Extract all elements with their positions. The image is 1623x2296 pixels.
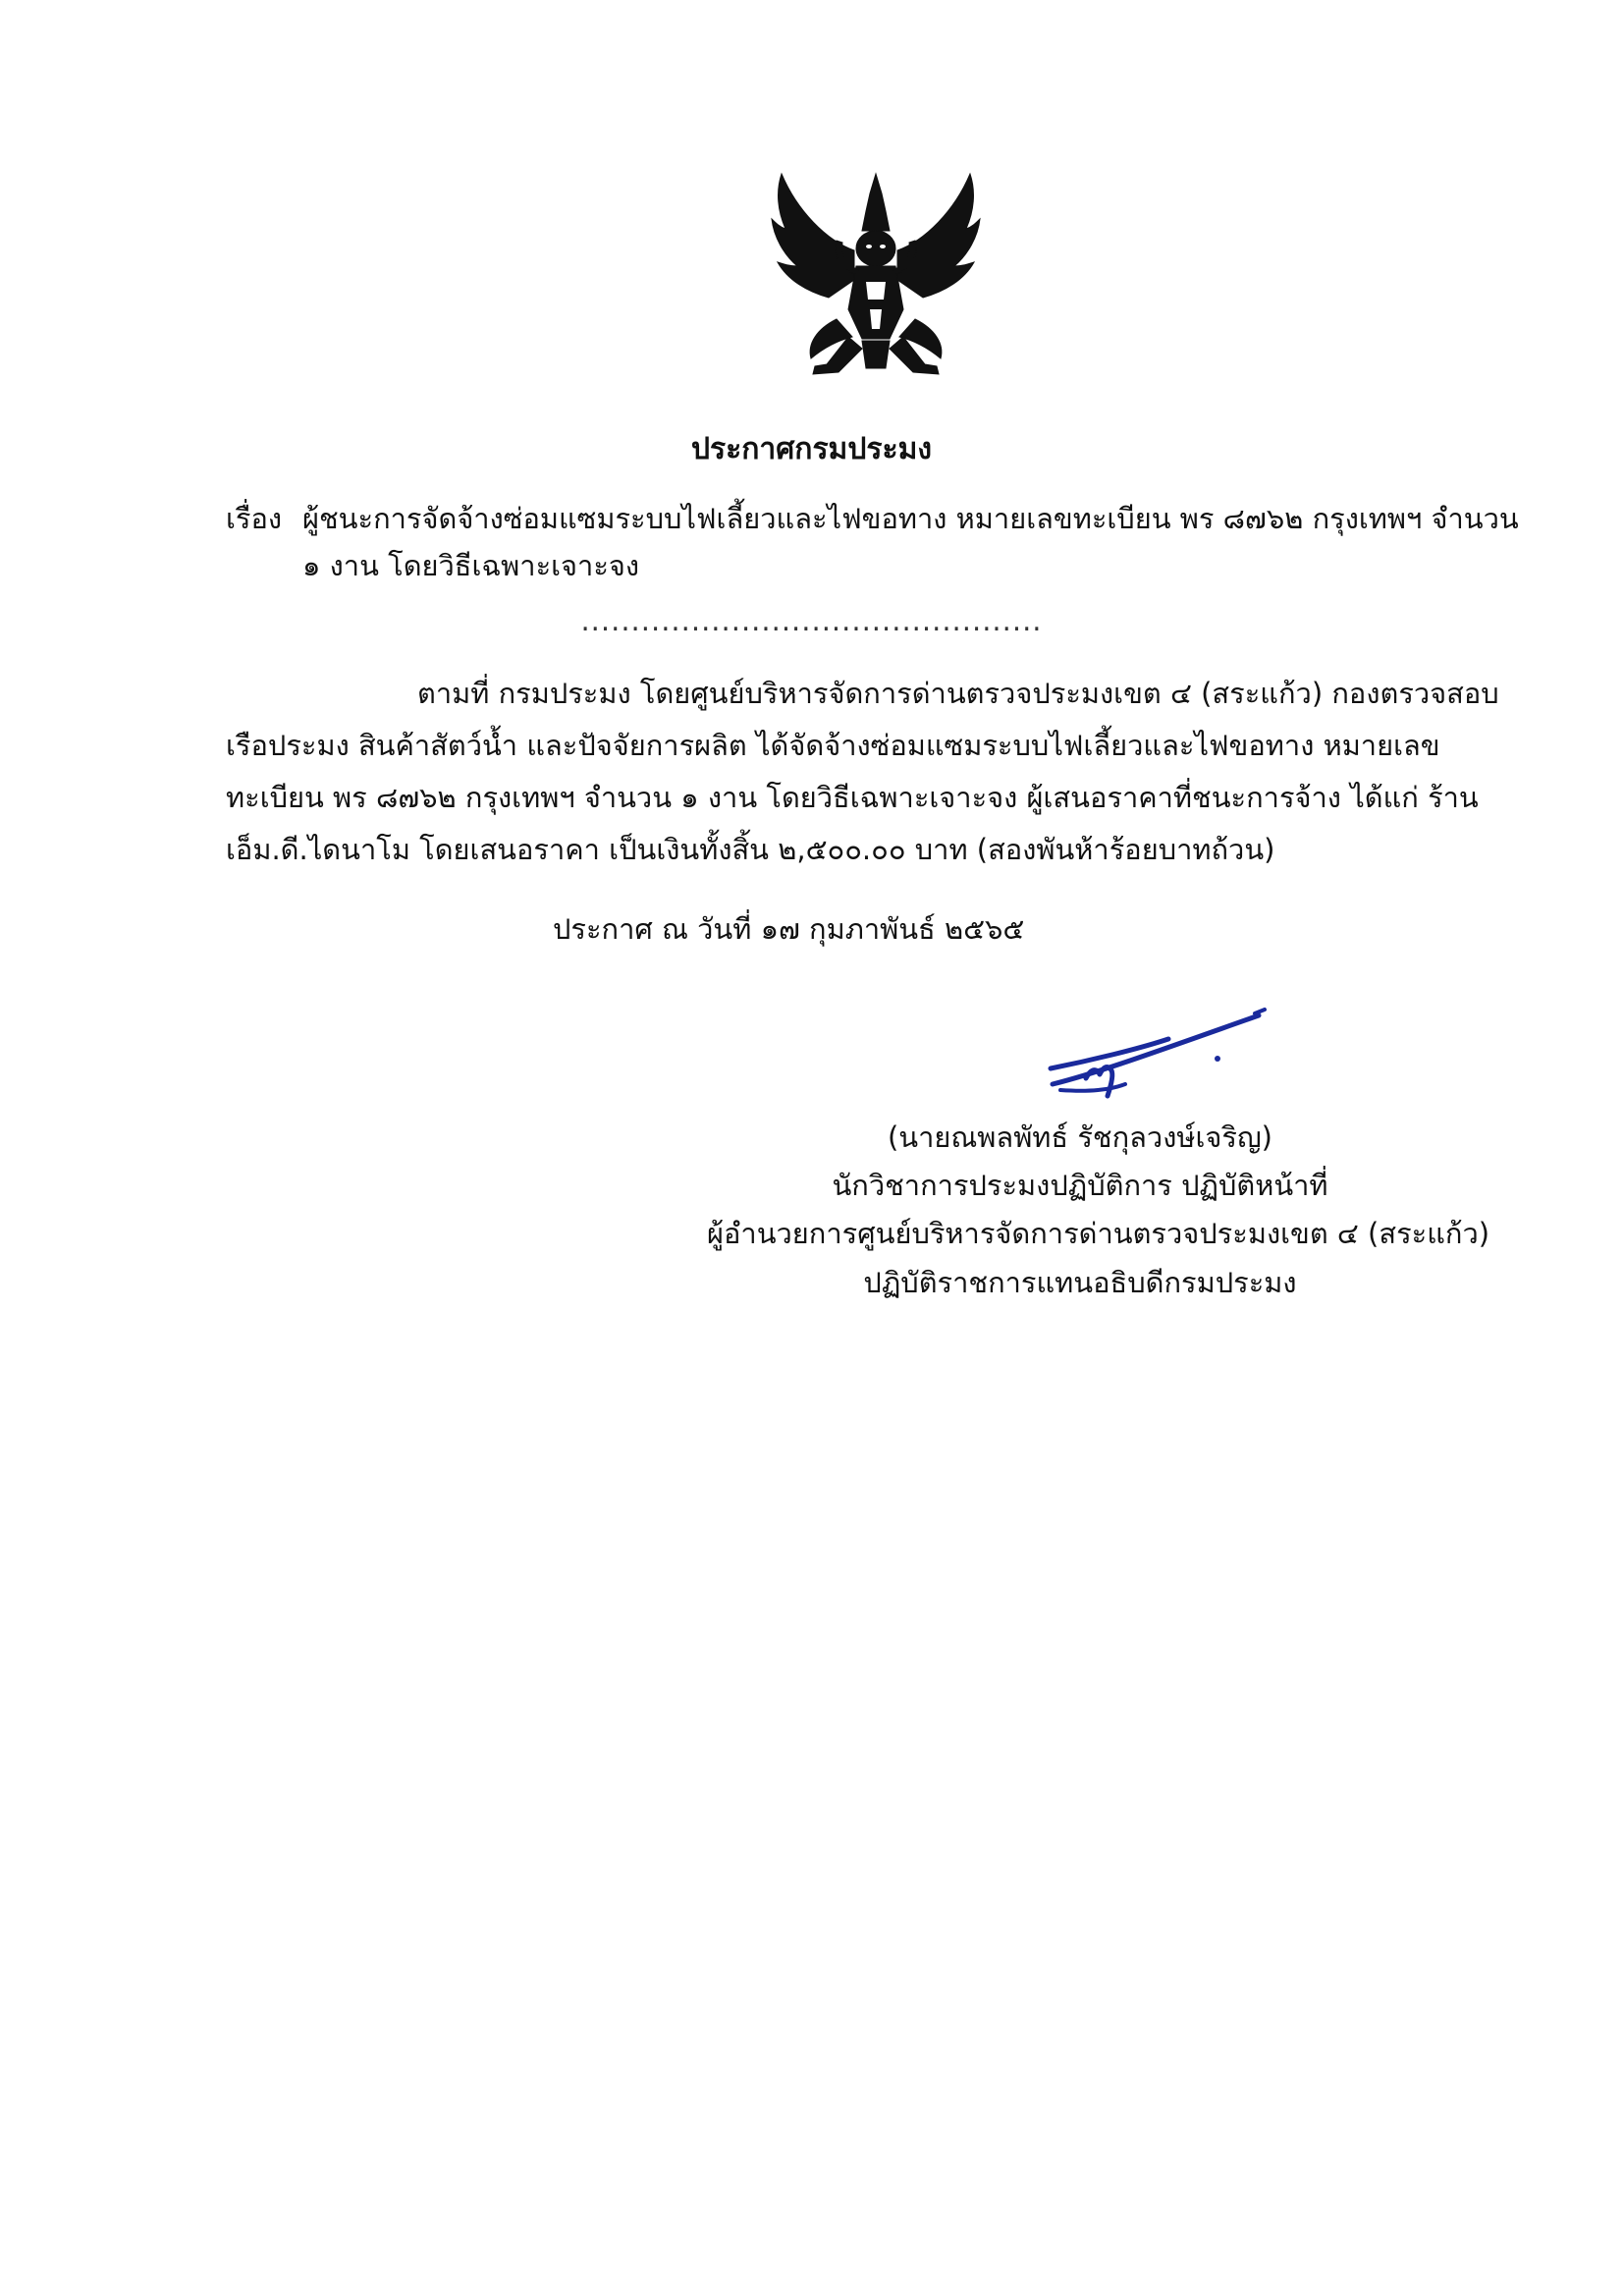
signature-icon [1031,1002,1267,1120]
body-line-4: เอ็ม.ดี.ไดนาโม โดยเสนอราคา เป็นเงินทั้งสิ้น ๒,๕๐๐.๐๐ บาท (สองพันห้าร้อยบาทถ้วน) [226,833,1275,866]
signatory-on-behalf: ปฏิบัติราชการแทนอธิบดีกรมประมง [863,1266,1297,1299]
subject-label: เรื่อง [226,502,283,535]
announcement-date: ประกาศ ณ วันที่ ๑๗ กุมภาพันธ์ ๒๕๖๕ [553,912,1025,946]
signatory-position: นักวิชาการประมงปฏิบัติการ ปฏิบัติหน้าที่ [832,1169,1328,1202]
body-line-2: เรือประมง สินค้าสัตว์น้ำ และปัจจัยการผลิต ได้จัดจ้างซ่อมแซมระบบไฟเลี้ยวและไฟขอทาง หมายเลข [226,729,1440,762]
signatory-name: (นายณพลพัทธ์ รัชกุลวงษ์เจริญ) [887,1121,1272,1154]
announcement-title: ประกาศกรมประมง [690,432,933,466]
body-line-1: ตามที่ กรมประมง โดยศูนย์บริหารจัดการด่านตรวจประมงเขต ๔ (สระแก้ว) กองตรวจสอบ [417,677,1499,710]
garuda-emblem-icon [768,172,984,383]
subject-line-1: ผู้ชนะการจัดจ้างซ่อมแซมระบบไฟเลี้ยวและไฟขอทาง หมายเลขทะเบียน พร ๘๗๖๒ กรุงเทพฯ จำนวน [302,502,1519,535]
subject-line-2: ๑ งาน โดยวิธีเฉพาะเจาะจง [302,549,640,582]
body-line-3: ทะเบียน พร ๘๗๖๒ กรุงเทพฯ จำนวน ๑ งาน โดยวิธีเฉพาะเจาะจง ผู้เสนอราคาที่ชนะการจ้าง ได้แก่ ร้าน [226,781,1479,814]
signatory-acting-role: ผู้อำนวยการศูนย์บริหารจัดการด่านตรวจประมงเขต ๔ (สระแก้ว) [707,1217,1490,1250]
separator-dots: .............................................. [580,604,1043,637]
